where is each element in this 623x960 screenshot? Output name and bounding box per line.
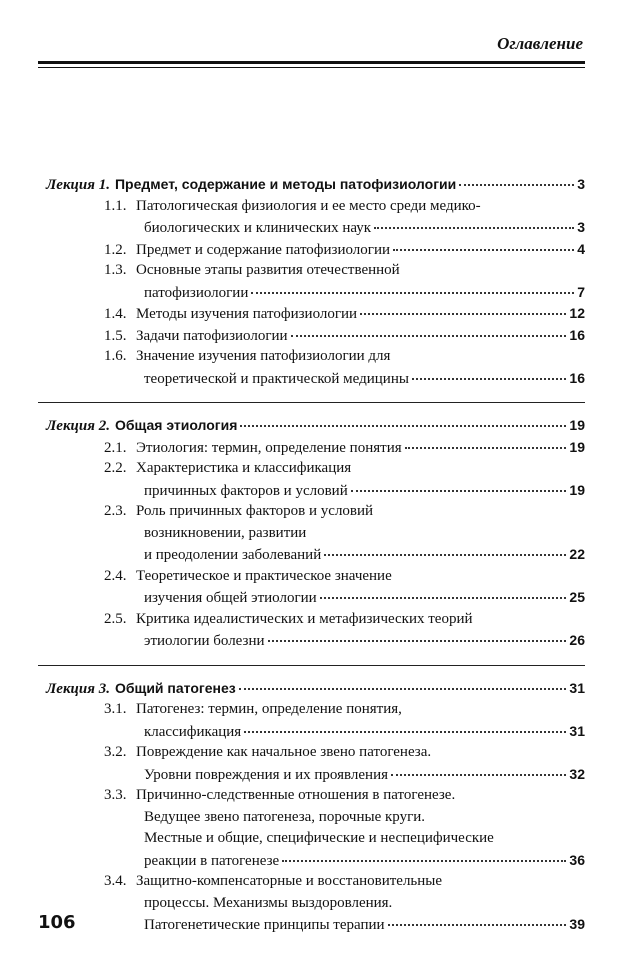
section-title-line: процессы. Механизмы выздоровления. — [144, 894, 393, 911]
section-number: 2.3. — [104, 503, 127, 519]
section-title-line: Характеристика и классификация — [136, 460, 352, 476]
section-title-line: Уровни повреждения и их проявления — [144, 766, 388, 783]
dot-leader — [412, 377, 566, 379]
dot-leader — [239, 687, 567, 689]
lecture-label: Лекция 1. — [46, 177, 110, 193]
toc-entry-line — [38, 587, 585, 609]
lecture-section — [38, 174, 585, 389]
dot-leader — [459, 184, 574, 186]
dot-leader — [251, 291, 574, 293]
dot-leader — [324, 554, 566, 556]
section-number: 3.4. — [104, 873, 127, 889]
section-page-number: 22 — [569, 546, 585, 562]
toc-entry-line — [38, 458, 585, 480]
section-number: 1.2. — [104, 241, 127, 258]
section-title-line: Значение изучения патофизиологии для — [136, 348, 391, 364]
dot-leader — [360, 313, 566, 315]
section-title-line: реакции в патогенезе — [144, 852, 280, 869]
toc-entry-line — [38, 742, 585, 764]
section-number: 1.6. — [104, 348, 127, 364]
lecture-section — [38, 665, 585, 936]
section-title-line: изучения общей этиологии — [144, 590, 317, 606]
dot-leader — [405, 446, 567, 448]
toc-entry-line — [38, 260, 585, 282]
section-title-line: Патогенетические принципы терапии — [144, 917, 385, 933]
toc-entry-line — [38, 325, 585, 347]
toc-entry-line — [38, 368, 585, 390]
lecture-title: Предмет, содержание и методы патофизиологии — [114, 176, 457, 192]
toc-entry-line — [38, 566, 585, 588]
section-number: 1.1. — [104, 197, 127, 214]
toc-entry-line — [38, 609, 585, 631]
section-page-number: 19 — [569, 438, 585, 455]
section-title-line: Защитно-компенсаторные и восстановительные — [136, 873, 443, 889]
toc-entry-line — [38, 893, 585, 915]
section-number: 2.4. — [104, 567, 127, 584]
toc-entry-line — [38, 721, 585, 743]
section-page-number: 32 — [569, 765, 585, 782]
dot-leader — [291, 334, 567, 336]
toc-entry-line — [38, 850, 585, 872]
table-of-contents — [38, 174, 585, 936]
section-title-line: Этиология: термин, определение понятия — [136, 439, 402, 456]
toc-entry-line — [38, 871, 585, 893]
toc-entry-line — [38, 807, 585, 829]
running-header-title: Оглавление — [497, 34, 583, 53]
toc-entry-line — [38, 282, 585, 304]
section-title-line: этиологии болезни — [144, 633, 265, 649]
toc-entry-line — [38, 914, 585, 936]
lecture-label: Лекция 3. — [46, 680, 110, 697]
lecture-heading — [38, 415, 585, 437]
section-page-number: 25 — [569, 589, 585, 605]
lecture-title: Общая этиология — [114, 417, 238, 433]
section-page-number: 16 — [569, 326, 585, 343]
section-title-line: Причинно-следственные отношения в патогенезе. — [136, 787, 456, 803]
toc-entry-line — [38, 764, 585, 786]
section-page-number: 7 — [577, 283, 585, 300]
section-number: 2.1. — [104, 439, 127, 456]
section-title-line: Повреждение как начальное звено патогенеза. — [136, 744, 432, 760]
section-title-line: Критика идеалистических и метафизических теорий — [136, 610, 473, 627]
lecture-heading — [38, 678, 585, 700]
section-title-line: Патогенез: термин, определение понятия, — [136, 701, 402, 717]
toc-entry-line — [38, 346, 585, 368]
dot-leader — [351, 489, 567, 491]
section-title-line: Методы изучения патофизиологии — [136, 306, 358, 322]
section-title-line: Теоретическое и практическое значение — [136, 567, 392, 584]
lecture-page-number: 31 — [569, 679, 585, 696]
dot-leader — [244, 730, 566, 732]
toc-entry-line — [38, 630, 585, 652]
section-title-line: причинных факторов и условий — [144, 482, 348, 499]
lecture-page-number: 3 — [577, 176, 585, 192]
section-number: 1.3. — [104, 262, 127, 278]
toc-entry-line — [38, 217, 585, 239]
section-title-line: возникновении, развитии — [144, 524, 307, 541]
section-page-number: 19 — [569, 481, 585, 498]
dot-leader — [374, 227, 574, 229]
section-title-line: и преодолении заболеваний — [144, 547, 322, 563]
dot-leader — [393, 248, 574, 250]
lecture-title: Общий патогенез — [114, 679, 236, 696]
section-title-line: биологических и клинических наук — [144, 220, 372, 236]
section-page-number: 36 — [569, 851, 585, 868]
section-title-line: патофизиологии — [144, 284, 249, 301]
lecture-page-number: 19 — [569, 417, 585, 433]
dot-leader — [320, 597, 567, 599]
page-number: 106 — [38, 912, 76, 933]
section-number: 3.3. — [104, 787, 127, 803]
section-title-line: Предмет и содержание патофизиологии — [136, 241, 391, 258]
section-title-line: Роль причинных факторов и условий — [136, 503, 374, 519]
section-page-number: 4 — [577, 240, 585, 257]
lecture-section — [38, 402, 585, 652]
toc-entry-line — [38, 196, 585, 218]
section-page-number: 26 — [569, 632, 585, 648]
toc-entry-line — [38, 828, 585, 850]
toc-entry-line — [38, 523, 585, 545]
section-title-line: Ведущее звено патогенеза, порочные круги. — [144, 808, 426, 825]
section-number: 2.2. — [104, 460, 127, 476]
toc-entry-line — [38, 785, 585, 807]
toc-entry-line — [38, 303, 585, 325]
header-rule-thin — [38, 67, 585, 68]
lecture-heading — [38, 174, 585, 196]
section-title-line: теоретической и практической медицины — [144, 370, 409, 387]
section-number: 3.2. — [104, 744, 127, 760]
section-page-number: 12 — [569, 305, 585, 321]
section-page-number: 31 — [569, 722, 585, 739]
toc-entry-line — [38, 544, 585, 566]
toc-entry-line — [38, 501, 585, 523]
section-number: 1.5. — [104, 327, 127, 344]
header-rule-thick — [38, 61, 585, 64]
dot-leader — [240, 425, 566, 427]
section-page-number: 39 — [569, 916, 585, 932]
section-title-line: классификация — [144, 723, 242, 740]
dot-leader — [391, 773, 566, 775]
section-title-line: Патологическая физиология и ее место среди медико- — [136, 197, 481, 214]
dot-leader — [282, 859, 566, 861]
section-title-line: Задачи патофизиологии — [136, 327, 288, 344]
toc-entry-line — [38, 480, 585, 502]
section-page-number: 16 — [569, 369, 585, 386]
toc-entry-line — [38, 699, 585, 721]
lecture-label: Лекция 2. — [46, 418, 110, 434]
section-number: 2.5. — [104, 610, 127, 627]
dot-leader — [388, 924, 567, 926]
section-title-line: Местные и общие, специфические и неспецифические — [144, 830, 494, 846]
section-number: 3.1. — [104, 701, 127, 717]
section-number: 1.4. — [104, 306, 127, 322]
toc-entry-line — [38, 239, 585, 261]
dot-leader — [268, 640, 567, 642]
toc-entry-line — [38, 437, 585, 459]
section-page-number: 3 — [577, 219, 585, 235]
section-title-line: Основные этапы развития отечественной — [136, 262, 400, 278]
